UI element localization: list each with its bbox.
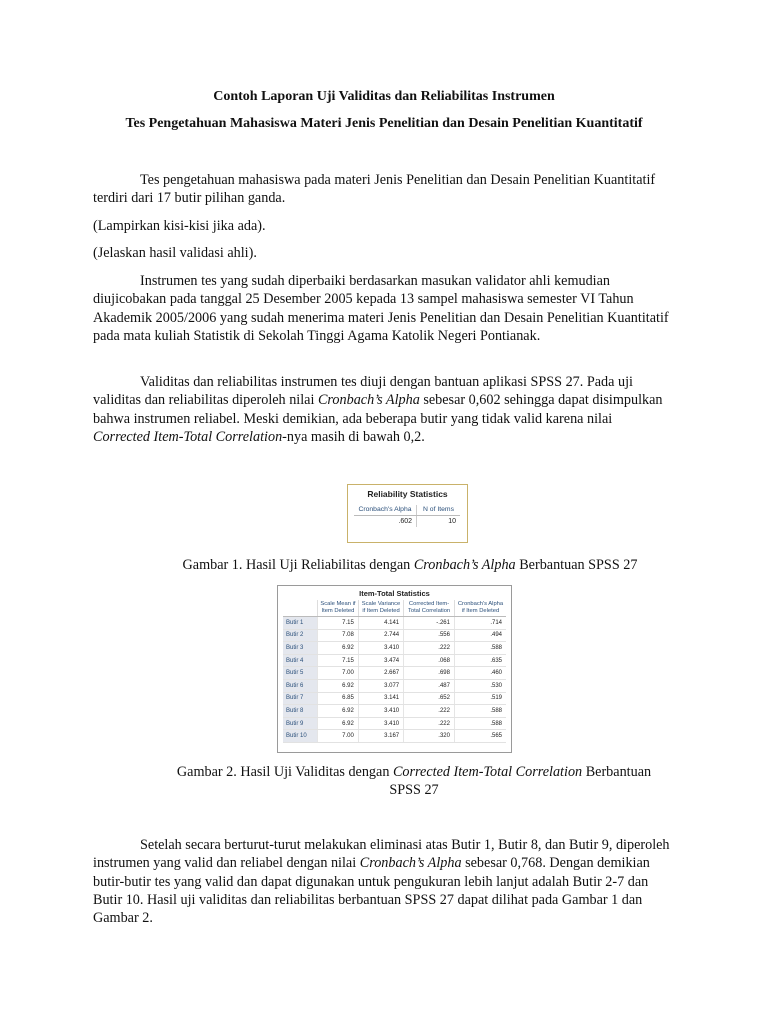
table-cell: .530: [454, 679, 506, 692]
results-term-alpha: Cronbach’s Alpha: [317, 392, 420, 409]
table-cell: .068: [404, 654, 455, 667]
table-row: [283, 617, 506, 630]
row-label: Butir 5: [283, 667, 318, 680]
table-cell: 6.92: [318, 642, 359, 655]
table-cell: .588: [454, 717, 506, 730]
item-total-table-title: Item-Total Statistics: [359, 589, 430, 598]
table-cell: 7.15: [318, 617, 359, 630]
table-cell: -.261: [404, 617, 455, 630]
caption2-term: Corrected Item-Total Correlation: [392, 764, 583, 780]
reliability-statistics-table: [347, 484, 468, 543]
row-label: Butir 2: [283, 629, 318, 642]
paragraph-intro: [93, 171, 671, 208]
table-cell: 3.077: [358, 679, 403, 692]
paragraph-validasi: (Jelaskan hasil validasi ahli).: [93, 245, 257, 261]
table-cell: 4.141: [358, 617, 403, 630]
item-total-header: Corrected Item-Total Correlation: [404, 600, 455, 617]
figure2-caption: [30, 763, 768, 800]
table-cell: .222: [404, 705, 455, 718]
table-cell: 6.85: [318, 692, 359, 705]
table-cell: .652: [404, 692, 455, 705]
table-cell: 3.410: [358, 717, 403, 730]
table-row: [283, 692, 506, 705]
table-cell: 2.744: [358, 629, 403, 642]
table-cell: .519: [454, 692, 506, 705]
table-cell: .635: [454, 654, 506, 667]
row-label: Butir 10: [283, 730, 318, 743]
table-row: [283, 705, 506, 718]
table-cell: .222: [404, 642, 455, 655]
table-cell: .494: [454, 629, 506, 642]
table-cell: .556: [404, 629, 455, 642]
table-cell: 7.08: [318, 629, 359, 642]
paragraph-trial-text: Instrumen tes yang sudah diperbaiki berdasarkan masukan validator ahli kemudian diujicobakan pada tanggal 25 Desember 2005 kepada 13 sampel mahasiswa semester VI Tahun Akademik 2005/2006 yang sudah menerima materi Jenis Penelitian dan Desain Penelitian Kuantitatif pada mata kuliah Statistik di Sekolah Tinggi Agama Katolik Negeri Pontianak.: [93, 273, 669, 344]
paragraph-conclusion: [93, 836, 671, 927]
table-row: [283, 642, 506, 655]
caption1-text-a: Gambar 1. Hasil Uji Reliabilitas dengan: [182, 557, 414, 573]
reliability-grid: [354, 505, 460, 527]
reliability-n-value: 10: [448, 518, 456, 525]
table-row: [283, 654, 506, 667]
row-label: Butir 6: [283, 679, 318, 692]
table-row: [283, 717, 506, 730]
reliability-header-alpha: Cronbach's Alpha: [354, 505, 417, 516]
item-total-statistics-table: [277, 585, 512, 753]
item-total-header: Cronbach's Alpha if Item Deleted: [454, 600, 506, 617]
table-cell: .588: [454, 705, 506, 718]
conclusion-term-alpha: Cronbach’s Alpha: [359, 855, 462, 872]
table-cell: 6.92: [318, 717, 359, 730]
row-label: Butir 7: [283, 692, 318, 705]
table-row: [283, 679, 506, 692]
row-label: Butir 4: [283, 654, 318, 667]
results-text-c: sebesar 0,602 sehingga dapat disimpulkan bahwa instrumen reliabel. Meski demikian, ada beberapa butir yang tidak valid karena nilai: [93, 392, 663, 427]
row-label: Butir 8: [283, 705, 318, 718]
reliability-alpha-value: .602: [354, 516, 417, 528]
table-cell: .460: [454, 667, 506, 680]
conclusion-text-c: sebesar 0,768. Dengan demikian butir-butir tes yang valid dan dapat digunakan untuk pengukuran lebih lanjut adalah Butir 2-7 dan Butir 10. Hasil uji validitas dan reliabilitas berbantuan SPSS 27 dapat dilihat pada Gambar 1 dan Gambar 2.: [93, 855, 650, 927]
table-cell: 3.410: [358, 705, 403, 718]
reliability-header-n: N of Items: [417, 505, 461, 516]
caption2-text-d: SPSS 27: [389, 782, 439, 799]
reliability-table-title: Reliability Statistics: [367, 489, 448, 499]
table-cell: 3.474: [358, 654, 403, 667]
paragraph-results: [93, 373, 671, 446]
caption2-text-a: Gambar 2. Hasil Uji Validitas dengan: [176, 764, 393, 780]
document-title: Contoh Laporan Uji Validitas dan Reliabilitas Instrumen: [213, 89, 555, 104]
table-cell: 7.00: [318, 730, 359, 743]
table-cell: 7.15: [318, 654, 359, 667]
table-cell: 3.410: [358, 642, 403, 655]
table-cell: 3.141: [358, 692, 403, 705]
figure1-caption: [26, 556, 768, 574]
caption1-text-c: Berbantuan SPSS 27: [515, 557, 638, 573]
item-total-body: [283, 617, 506, 743]
table-cell: .487: [404, 679, 455, 692]
results-text-e: -nya masih di bawah 0,2.: [282, 428, 425, 445]
conclusion-text-a: Setelah secara berturut-turut melakukan eliminasi atas Butir 1, Butir 8, dan Butir 9, diperoleh instrumen yang valid dan reliabel dengan nilai: [93, 837, 670, 872]
paragraph-trial: [93, 272, 671, 345]
paragraph-kisi: (Lampirkan kisi-kisi jika ada).: [93, 218, 266, 234]
table-cell: .698: [404, 667, 455, 680]
results-term-correlation: Corrected Item-Total Correlation: [93, 428, 283, 445]
table-row: [283, 667, 506, 680]
table-cell: .565: [454, 730, 506, 743]
table-cell: 7.00: [318, 667, 359, 680]
table-cell: 6.92: [318, 679, 359, 692]
caption1-term: Cronbach’s Alpha: [413, 557, 516, 573]
results-text-a: Validitas dan reliabilitas instrumen tes diuji dengan bantuan aplikasi SPSS 27. Pada uji validitas dan reliabilitas diperoleh nilai: [93, 374, 633, 409]
item-total-header: Scale Variance if Item Deleted: [358, 600, 403, 617]
paragraph-intro-text: Tes pengetahuan mahasiswa pada materi Jenis Penelitian dan Desain Penelitian Kuantitatif terdiri dari 17 butir pilihan ganda.: [93, 172, 656, 207]
row-label: Butir 3: [283, 642, 318, 655]
table-cell: 6.92: [318, 705, 359, 718]
table-cell: .222: [404, 717, 455, 730]
table-cell: 2.667: [358, 667, 403, 680]
table-row: [283, 629, 506, 642]
row-label: Butir 9: [283, 717, 318, 730]
item-total-grid: [283, 600, 506, 743]
caption2-text-c: Berbantuan: [582, 764, 652, 780]
table-cell: 3.167: [358, 730, 403, 743]
table-cell: .714: [454, 617, 506, 630]
table-cell: .588: [454, 642, 506, 655]
row-label: Butir 1: [283, 617, 318, 630]
document-subtitle: Tes Pengetahuan Mahasiswa Materi Jenis Penelitian dan Desain Penelitian Kuantitatif: [125, 116, 643, 131]
item-total-header: Scale Mean if Item Deleted: [318, 600, 359, 617]
table-cell: .320: [404, 730, 455, 743]
item-total-header-blank: [283, 600, 318, 617]
table-row: [283, 730, 506, 743]
